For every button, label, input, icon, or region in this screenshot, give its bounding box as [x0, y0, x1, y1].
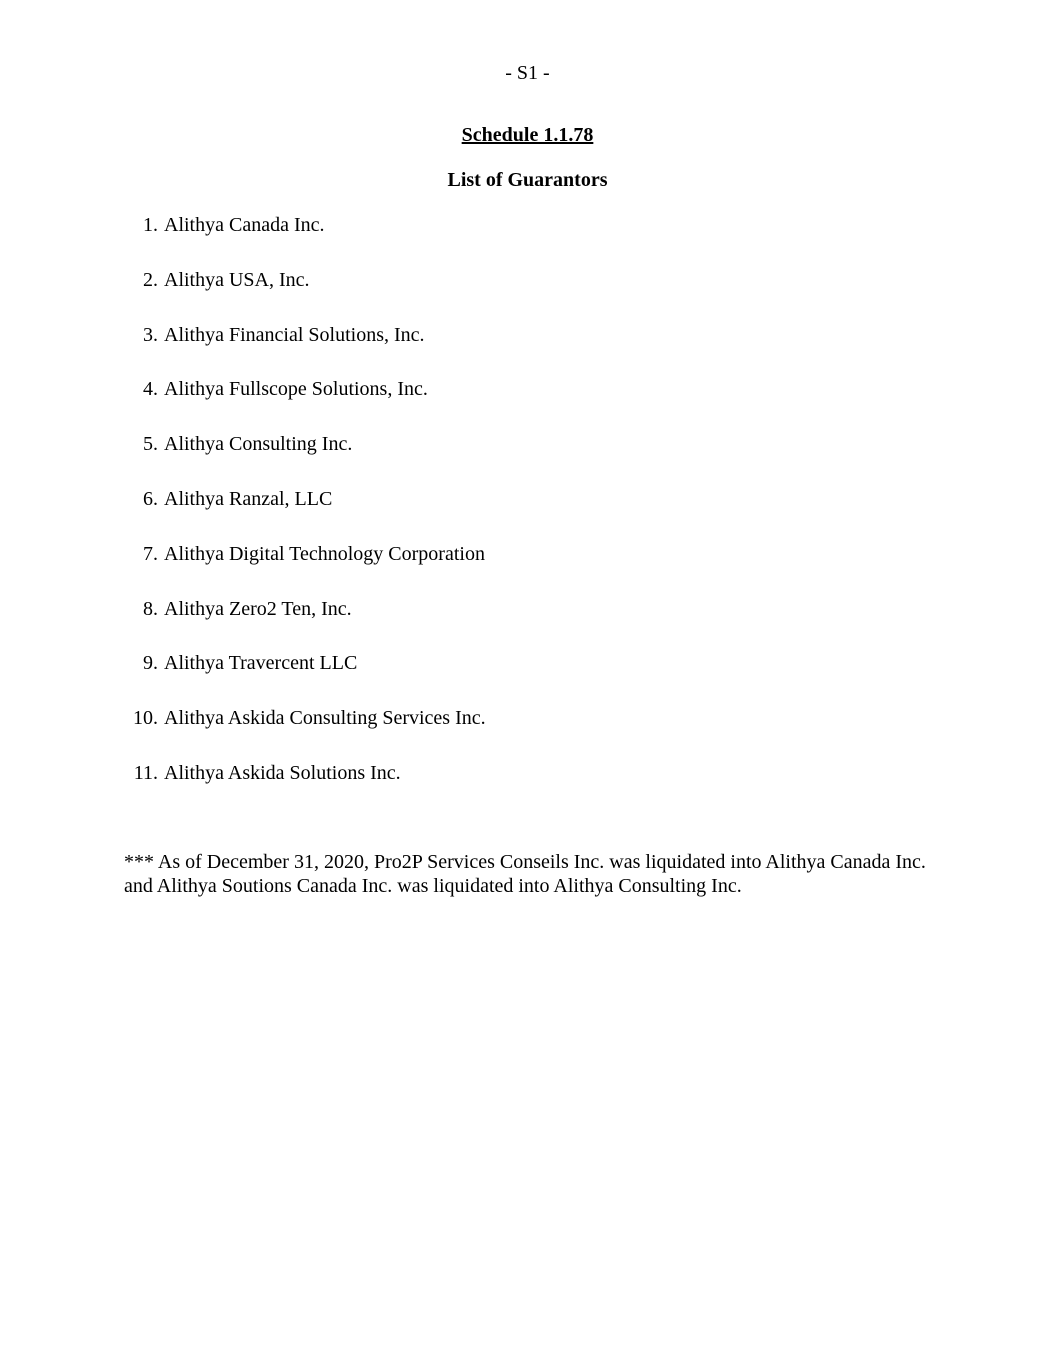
guarantor-name: Alithya Askida Consulting Services Inc.	[164, 707, 486, 730]
list-item	[0, 432, 1055, 487]
page-number: - S1 -	[505, 62, 550, 84]
list-item	[0, 377, 1055, 432]
list-item	[0, 213, 1055, 268]
guarantor-name: Alithya Consulting Inc.	[164, 433, 353, 456]
guarantor-name: Alithya Canada Inc.	[164, 214, 325, 236]
list-item	[0, 323, 1055, 378]
list-item	[0, 268, 1055, 323]
guarantor-name: Alithya Travercent LLC	[164, 652, 358, 675]
list-item	[0, 761, 1055, 816]
list-item	[0, 597, 1055, 652]
item-number: 4.	[143, 378, 158, 401]
item-number: 3.	[143, 323, 158, 346]
guarantor-name: Alithya Zero2 Ten, Inc.	[164, 597, 352, 620]
guarantor-list	[0, 213, 1055, 816]
guarantor-name: Alithya Ranzal, LLC	[164, 487, 333, 510]
guarantor-name: Alithya Fullscope Solutions, Inc.	[164, 378, 428, 401]
item-number: 2.	[143, 268, 158, 291]
item-number: 9.	[143, 652, 158, 675]
list-item	[0, 487, 1055, 542]
footnote: *** As of December 31, 2020, Pro2P Services Conseils Inc. was liquidated into Alithya Canada Inc. and Alithya Soutions Canada Inc. was liquidated into Alithya Consulting Inc.	[124, 851, 926, 897]
list-title: List of Guarantors	[447, 169, 608, 191]
list-item	[0, 651, 1055, 706]
item-number: 10.	[133, 707, 158, 730]
guarantor-name: Alithya USA, Inc.	[164, 268, 310, 291]
item-number: 7.	[143, 542, 158, 565]
guarantor-name: Alithya Askida Solutions Inc.	[164, 761, 401, 784]
schedule-title: Schedule 1.1.78	[461, 124, 594, 146]
list-item	[0, 542, 1055, 597]
item-number: 5.	[143, 433, 158, 456]
list-item	[0, 706, 1055, 761]
item-number: 6.	[143, 487, 158, 510]
guarantor-name: Alithya Financial Solutions, Inc.	[164, 323, 425, 346]
item-number: 1.	[143, 214, 158, 236]
item-number: 11.	[133, 761, 158, 784]
guarantor-name: Alithya Digital Technology Corporation	[164, 542, 485, 565]
item-number: 8.	[143, 597, 158, 620]
